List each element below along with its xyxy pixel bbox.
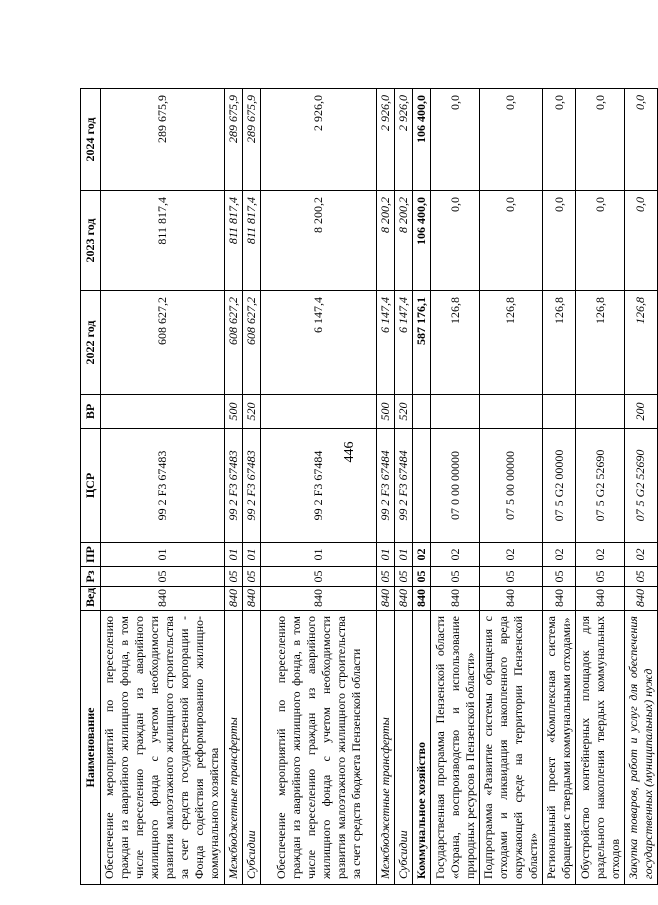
table-cell: 126,8: [431, 291, 479, 395]
table-cell: 05: [243, 567, 261, 587]
table-cell: 02: [543, 543, 576, 567]
table-row: [624, 89, 657, 885]
table-cell: 0,0: [624, 191, 657, 291]
table-cell: 840: [395, 587, 413, 611]
table-cell: 05: [376, 567, 394, 587]
table-cell: 840: [479, 587, 542, 611]
table-cell: 0,0: [543, 191, 576, 291]
table-cell: 02: [576, 543, 624, 567]
table-cell: 05: [395, 567, 413, 587]
row-name-cell: Коммунальное хозяйство: [413, 611, 431, 885]
table-cell: 2 926,0: [395, 89, 413, 191]
table-row: [261, 89, 377, 885]
table-cell: 8 200,2: [395, 191, 413, 291]
table-cell: 01: [395, 543, 413, 567]
table-cell: 01: [376, 543, 394, 567]
table-cell: 608 627,2: [101, 291, 225, 395]
table-cell: 840: [101, 587, 225, 611]
table-cell: 289 675,9: [101, 89, 225, 191]
table-cell: 0,0: [576, 191, 624, 291]
table-cell: 0,0: [479, 89, 542, 191]
table-cell: [576, 395, 624, 429]
table-cell: 02: [624, 543, 657, 567]
table-cell: 126,8: [576, 291, 624, 395]
table-cell: 99 2 F3 67483: [224, 429, 242, 543]
column-header: 2024 год: [81, 89, 101, 191]
table-cell: 05: [224, 567, 242, 587]
table-cell: 99 2 F3 67484: [261, 429, 377, 543]
table-cell: 106 400,0: [413, 89, 431, 191]
table-cell: 05: [101, 567, 225, 587]
table-cell: 126,8: [479, 291, 542, 395]
table-cell: 811 817,4: [101, 191, 225, 291]
table-cell: 01: [261, 543, 377, 567]
table-body: [101, 89, 658, 885]
table-row: [413, 89, 431, 885]
column-header: 2023 год: [81, 191, 101, 291]
table-cell: 811 817,4: [243, 191, 261, 291]
table-cell: 05: [543, 567, 576, 587]
table-cell: 0,0: [624, 89, 657, 191]
table-cell: 608 627,2: [224, 291, 242, 395]
table-cell: [101, 395, 225, 429]
table-cell: [431, 395, 479, 429]
table-cell: 2 926,0: [261, 89, 377, 191]
column-header: Наименование: [81, 611, 101, 885]
table-cell: [479, 395, 542, 429]
table-cell: 289 675,9: [224, 89, 242, 191]
table-cell: 07 0 00 00000: [431, 429, 479, 543]
row-name-cell: Межбюджетные трансферты: [376, 611, 394, 885]
table-cell: [543, 395, 576, 429]
row-name-cell: Обеспечение мероприятий по переселению граждан из аварийного жилищного фонда, в том числе переселению граждан из аварийного жилищного фонда с учетом необходимости развития малоэтажного жилищного строительства за счет средств государственной корпорации - Фонда содействия реформированию жилищно-коммунального хозяйства: [101, 611, 225, 885]
table-cell: 02: [431, 543, 479, 567]
row-name-cell: Субсидии: [243, 611, 261, 885]
table-cell: 05: [479, 567, 542, 587]
table-cell: 8 200,2: [376, 191, 394, 291]
table-cell: 07 5 G2 00000: [543, 429, 576, 543]
table-cell: 520: [243, 395, 261, 429]
table-cell: 05: [261, 567, 377, 587]
rotated-page-content: [80, 89, 658, 885]
row-name-cell: Межбюджетные трансферты: [224, 611, 242, 885]
table-cell: 200: [624, 395, 657, 429]
row-name-cell: Обеспечение мероприятий по переселению граждан из аварийного жилищного фонда, в том числе переселению граждан из аварийного жилищного фонда с учетом необходимости развития малоэтажного жилищного строительства за счет средств бюджета Пензенской области: [261, 611, 377, 885]
table-cell: 840: [413, 587, 431, 611]
table-row: [101, 89, 225, 885]
table-cell: 840: [431, 587, 479, 611]
table-cell: 840: [543, 587, 576, 611]
table-cell: 840: [624, 587, 657, 611]
table-cell: 0,0: [431, 191, 479, 291]
column-header: ПР: [81, 543, 101, 567]
table-cell: 6 147,4: [376, 291, 394, 395]
table-cell: 500: [376, 395, 394, 429]
column-header: Вед: [81, 587, 101, 611]
row-name-cell: Подпрограмма «Развитие системы обращения с отходами и ликвидация накопленного вреда окружающей среде на территории Пензенской области»: [479, 611, 542, 885]
table-cell: 02: [413, 543, 431, 567]
table-row: [479, 89, 542, 885]
header-row: [81, 89, 101, 885]
column-header: ВР: [81, 395, 101, 429]
column-header: Рз: [81, 567, 101, 587]
table-cell: [413, 429, 431, 543]
table-cell: 01: [224, 543, 242, 567]
table-cell: 608 627,2: [243, 291, 261, 395]
row-name-cell: Закупка товаров, работ и услуг для обеспечения государственных (муниципальных) нужд: [624, 611, 657, 885]
column-header: ЦСР: [81, 429, 101, 543]
table-row: [576, 89, 624, 885]
table-cell: 811 817,4: [224, 191, 242, 291]
table-cell: 99 2 F3 67484: [376, 429, 394, 543]
table-cell: [413, 395, 431, 429]
row-name-cell: Субсидии: [395, 611, 413, 885]
table-cell: 8 200,2: [261, 191, 377, 291]
table-cell: 840: [376, 587, 394, 611]
table-cell: 05: [413, 567, 431, 587]
table-cell: 0,0: [576, 89, 624, 191]
table-row: [543, 89, 576, 885]
table-cell: 289 675,9: [243, 89, 261, 191]
table-cell: 99 2 F3 67483: [243, 429, 261, 543]
page-number: 446: [342, 441, 357, 463]
table-cell: 01: [243, 543, 261, 567]
table-row: [376, 89, 394, 885]
table-cell: 2 926,0: [376, 89, 394, 191]
table-row: [243, 89, 261, 885]
table-cell: 05: [431, 567, 479, 587]
table-cell: 126,8: [624, 291, 657, 395]
table-cell: 01: [101, 543, 225, 567]
table-row: [431, 89, 479, 885]
table-cell: 07 5 00 00000: [479, 429, 542, 543]
table-cell: 0,0: [431, 89, 479, 191]
table-cell: 6 147,4: [261, 291, 377, 395]
row-name-cell: Государственная программа Пензенской области «Охрана, воспроизводство и использование природных ресурсов в Пензенской области»: [431, 611, 479, 885]
table-row: [224, 89, 242, 885]
table-cell: 520: [395, 395, 413, 429]
table-cell: 587 176,1: [413, 291, 431, 395]
table-cell: 07 5 G2 52690: [576, 429, 624, 543]
row-name-cell: Региональный проект «Комплексная система обращения с твердыми коммунальными отходами»: [543, 611, 576, 885]
table-cell: 99 2 F3 67483: [101, 429, 225, 543]
row-name-cell: Обустройство контейнерных площадок для раздельного накопления твердых коммунальных отходов: [576, 611, 624, 885]
table-header: [81, 89, 101, 885]
budget-table: [80, 88, 658, 885]
table-cell: 99 2 F3 67484: [395, 429, 413, 543]
table-cell: 0,0: [479, 191, 542, 291]
table-cell: 840: [261, 587, 377, 611]
table-cell: 0,0: [543, 89, 576, 191]
table-cell: 05: [624, 567, 657, 587]
column-header: 2022 год: [81, 291, 101, 395]
table-cell: 126,8: [543, 291, 576, 395]
table-cell: 500: [224, 395, 242, 429]
table-cell: 840: [224, 587, 242, 611]
table-cell: 106 400,0: [413, 191, 431, 291]
table-row: [395, 89, 413, 885]
table-cell: 07 5 G2 52690: [624, 429, 657, 543]
table-cell: [261, 395, 377, 429]
table-cell: 840: [243, 587, 261, 611]
table-cell: 02: [479, 543, 542, 567]
table-cell: 05: [576, 567, 624, 587]
table-cell: 840: [576, 587, 624, 611]
table-cell: 6 147,4: [395, 291, 413, 395]
